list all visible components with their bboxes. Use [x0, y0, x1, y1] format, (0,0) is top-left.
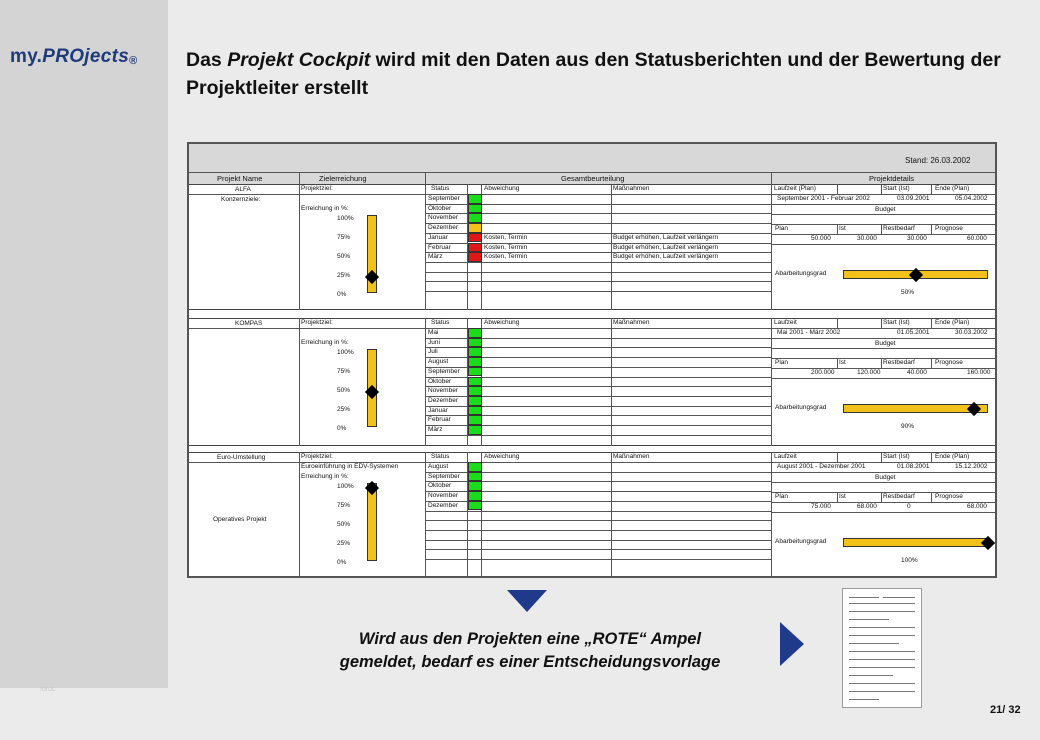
grid-line [931, 492, 932, 502]
abweichung-header: Abweichung [484, 453, 520, 460]
ist-value: 68.000 [857, 503, 877, 510]
erreichung-label: Erreichung in %: [301, 205, 349, 212]
slide-title [186, 46, 1026, 102]
laufzeit-value: Mai 2001 - März 2002 [777, 329, 841, 336]
status-month: Februar [428, 416, 451, 424]
prognose-value: 160.000 [967, 369, 991, 376]
start-value: 03.09.2001 [897, 195, 930, 202]
laufzeit-label: Laufzeit (Plan) [774, 185, 816, 192]
grid-line [425, 511, 771, 512]
scale-label: 75% [337, 368, 351, 375]
restbedarf-label: Restbedarf [883, 493, 915, 500]
status-lamp [468, 396, 482, 406]
form-line [849, 691, 915, 692]
grid-line [299, 318, 300, 446]
status-lamp [468, 425, 482, 435]
status-lamp [468, 328, 482, 338]
form-line [849, 619, 889, 620]
grid-line [881, 184, 882, 194]
status-month: Dezember [428, 501, 458, 509]
ist-label: Ist [839, 359, 846, 366]
grid-line [881, 318, 882, 328]
plan-label: Plan [775, 225, 789, 232]
project-sub-label: Konzernziele: [221, 196, 261, 203]
grid-line [771, 338, 995, 339]
ende-label: Ende (Plan) [935, 453, 970, 460]
grid-line [425, 172, 426, 184]
status-lamp [468, 377, 482, 387]
status-month: Oktober [428, 482, 452, 490]
scale-label: 100% [337, 483, 354, 490]
status-month: Dezember [428, 224, 458, 232]
status-month: Februar [428, 243, 451, 251]
form-line [849, 603, 915, 604]
massnahme-value: Budget erhöhen, Laufzeit verlängern [613, 253, 719, 261]
progress-value: 50% [901, 289, 915, 296]
restbedarf-value: 40.000 [907, 369, 927, 376]
grid-line [771, 472, 995, 473]
start-label: Start (Ist) [883, 185, 910, 192]
status-month: Oktober [428, 377, 452, 385]
note-line2: gemeldet, bedarf es einer Entscheidungsvorlage [339, 653, 721, 671]
plan-value: 50.000 [811, 235, 831, 242]
grid-line [299, 184, 300, 310]
grid-line [425, 520, 771, 521]
grid-line [189, 172, 995, 173]
grid-line [837, 492, 838, 502]
abarbeitungsgrad-label: Abarbeitungsgrad [775, 270, 827, 277]
grid-line [425, 272, 771, 273]
status-month: November [428, 387, 458, 395]
grid-line [771, 452, 772, 578]
status-lamp [468, 462, 482, 472]
grid-line [425, 549, 771, 550]
status-lamp [468, 472, 482, 482]
ist-value: 30.000 [857, 235, 877, 242]
stand-date: Stand: 26.03.2002 [905, 156, 971, 165]
abweichung-value: Kosten, Termin [484, 253, 528, 261]
grid-line [771, 204, 995, 205]
laufzeit-value: September 2001 - Februar 2002 [777, 195, 870, 202]
status-lamp [468, 204, 482, 214]
grid-line [837, 184, 838, 194]
brand-name: PROjects [42, 46, 130, 67]
title-italic: Projekt Cockpit [227, 49, 371, 71]
status-lamp [468, 367, 482, 377]
start-label: Start (Ist) [883, 319, 910, 326]
project-name: Euro-Umstellung [217, 454, 266, 461]
grid-line [837, 452, 838, 462]
laufzeit-label: Laufzeit [774, 319, 797, 326]
progress-value: 100% [901, 557, 918, 564]
ist-value: 120.000 [857, 369, 881, 376]
status-lamp [468, 347, 482, 357]
grid-line [771, 512, 995, 513]
status-lamp [468, 415, 482, 425]
status-lamp [468, 501, 482, 511]
ende-value: 05.04.2002 [955, 195, 988, 202]
restbedarf-label: Restbedarf [883, 225, 915, 232]
grid-line [771, 378, 995, 379]
footer-mark: fdrdc [40, 686, 56, 693]
grid-line [881, 452, 882, 462]
header-projektdetails: Projektdetails [869, 174, 915, 183]
status-month: August [428, 358, 449, 366]
ist-label: Ist [839, 493, 846, 500]
plan-label: Plan [775, 493, 789, 500]
grid-line [299, 172, 300, 184]
project-name: KOMPAS [235, 320, 263, 327]
status-lamp [468, 252, 482, 262]
prognose-value: 60.000 [967, 235, 987, 242]
grid-line [931, 318, 932, 328]
status-month: Januar [428, 406, 448, 414]
plan-value: 200.000 [811, 369, 835, 376]
project-cockpit-table [187, 142, 997, 578]
ende-label: Ende (Plan) [935, 185, 970, 192]
prognose-label: Prognose [935, 225, 963, 232]
restbedarf-value: 30.000 [907, 235, 927, 242]
start-label: Start (Ist) [883, 453, 910, 460]
grid-line [425, 559, 771, 560]
project-sub-label: Operatives Projekt [213, 516, 267, 523]
start-value: 01.05.2001 [897, 329, 930, 336]
budget-label: Budget [875, 474, 896, 481]
scale-label: 50% [337, 253, 351, 260]
grid-line [771, 244, 995, 245]
grid-line [837, 224, 838, 234]
grid-line [771, 368, 995, 369]
status-header: Status [431, 319, 450, 326]
right-arrow-icon [780, 622, 804, 666]
prognose-label: Prognose [935, 359, 963, 366]
scale-label: 50% [337, 521, 351, 528]
massnahme-value: Budget erhöhen, Laufzeit verlängern [613, 233, 719, 241]
erreichung-label: Erreichung in %: [301, 339, 349, 346]
grid-line [771, 214, 995, 215]
abweichung-header: Abweichung [484, 185, 520, 192]
laufzeit-label: Laufzeit [774, 453, 797, 460]
grid-line [771, 172, 772, 184]
ende-value: 30.03.2002 [955, 329, 988, 336]
form-line [849, 667, 915, 668]
grid-line [931, 184, 932, 194]
form-line [849, 659, 915, 660]
progress-bar [843, 538, 988, 547]
title-part2: wird mit den Daten aus den Statusberichten und der Bewertung der Projektleiter erstellt [186, 49, 1001, 99]
progress-value: 90% [901, 423, 915, 430]
status-lamp [468, 233, 482, 243]
status-header: Status [431, 185, 450, 192]
brand-logo [10, 46, 138, 68]
grid-line [931, 358, 932, 368]
restbedarf-value: 0 [907, 503, 911, 510]
status-header: Status [431, 453, 450, 460]
scale-label: 100% [337, 349, 354, 356]
grid-line [881, 492, 882, 502]
status-month: März [428, 253, 443, 261]
scale-label: 75% [337, 502, 351, 509]
abarbeitungsgrad-label: Abarbeitungsgrad [775, 404, 827, 411]
scale-label: 50% [337, 387, 351, 394]
title-part1: Das [186, 49, 228, 71]
abweichung-value: Kosten, Termin [484, 233, 528, 241]
projektziel-label: Projektziel: [301, 453, 333, 460]
status-lamp [468, 481, 482, 491]
status-month: Juli [428, 348, 438, 356]
abweichung-header: Abweichung [484, 319, 520, 326]
grid-line [881, 358, 882, 368]
budget-label: Budget [875, 340, 896, 347]
sidebar-panel [0, 0, 168, 688]
prognose-label: Prognose [935, 493, 963, 500]
massnahmen-header: Maßnahmen [613, 319, 650, 326]
grid-line [425, 281, 771, 282]
status-month: September [428, 195, 460, 202]
restbedarf-label: Restbedarf [883, 359, 915, 366]
abarbeitungsgrad-label: Abarbeitungsgrad [775, 538, 827, 545]
header-projekt-name: Projekt Name [217, 174, 263, 183]
scale-label: 25% [337, 406, 351, 413]
form-line [849, 611, 915, 612]
scale-label: 75% [337, 234, 351, 241]
form-line [849, 651, 915, 652]
grid-line [837, 358, 838, 368]
scale-label: 25% [337, 540, 351, 547]
start-value: 01.08.2001 [897, 463, 930, 470]
form-line [883, 597, 915, 598]
grid-line [771, 184, 772, 310]
brand-prefix: my. [10, 46, 43, 67]
scale-label: 0% [337, 559, 347, 566]
status-lamp [468, 406, 482, 416]
status-month: Oktober [428, 204, 452, 212]
grid-line [837, 318, 838, 328]
scale-label: 0% [337, 425, 347, 432]
status-month: September [428, 472, 460, 480]
status-month: März [428, 426, 443, 433]
plan-value: 75.000 [811, 503, 831, 510]
decision-template-thumbnail [842, 588, 922, 708]
massnahme-value: Budget erhöhen, Laufzeit verlängern [613, 243, 719, 251]
grid-line [425, 262, 771, 263]
status-lamp [468, 338, 482, 348]
prognose-value: 68.000 [967, 503, 987, 510]
form-line [849, 683, 915, 684]
status-lamp [468, 194, 482, 204]
projektziel-label: Projektziel: [301, 319, 333, 326]
ende-label: Ende (Plan) [935, 319, 970, 326]
grid-line [931, 452, 932, 462]
down-arrow-icon [507, 590, 547, 612]
grid-line [425, 291, 771, 292]
grid-line [425, 540, 771, 541]
scale-label: 0% [337, 291, 347, 298]
form-line [849, 635, 915, 636]
projektziel-label: Projektziel: [301, 185, 333, 192]
form-line [849, 675, 893, 676]
projektziel-value: Euroeinführung in EDV-Systemen [301, 463, 399, 470]
note-line1: Wird aus den Projekten eine „ROTE“ Ampel [358, 630, 702, 648]
abweichung-value: Kosten, Termin [484, 243, 528, 251]
form-line [849, 643, 899, 644]
scale-label: 100% [337, 215, 354, 222]
laufzeit-value: August 2001 - Dezember 2001 [777, 463, 866, 470]
grid-line [771, 348, 995, 349]
status-month: September [428, 367, 460, 375]
grid-line [299, 452, 300, 578]
form-line [849, 627, 915, 628]
grid-line [771, 482, 995, 483]
grid-line [881, 224, 882, 234]
ist-label: Ist [839, 225, 846, 232]
ende-value: 15.12.2002 [955, 463, 988, 470]
grid-line [931, 224, 932, 234]
status-month: August [428, 463, 449, 470]
plan-label: Plan [775, 359, 789, 366]
status-month: Juni [428, 338, 440, 346]
status-lamp [468, 243, 482, 253]
status-month: November [428, 214, 458, 222]
page-number: 21/ 32 [990, 704, 1021, 716]
erreichung-label: Erreichung in %: [301, 473, 349, 480]
grid-line [771, 234, 995, 235]
project-name: ALFA [235, 186, 251, 193]
status-lamp [468, 223, 482, 233]
form-line [849, 597, 879, 598]
scale-label: 25% [337, 272, 351, 279]
massnahmen-header: Maßnahmen [613, 185, 650, 192]
form-line [849, 699, 879, 700]
grid-line [771, 502, 995, 503]
massnahmen-header: Maßnahmen [613, 453, 650, 460]
status-month: Mai [428, 329, 439, 336]
grid-line [425, 530, 771, 531]
status-month: Januar [428, 233, 448, 241]
decision-note [300, 628, 760, 674]
status-lamp [468, 213, 482, 223]
header-zielerreichung: Zielerreichung [319, 174, 367, 183]
status-lamp [468, 491, 482, 501]
status-lamp [468, 386, 482, 396]
status-lamp [468, 357, 482, 367]
grid-line [425, 435, 771, 436]
status-month: November [428, 492, 458, 500]
status-month: Dezember [428, 396, 458, 404]
header-gesamtbeurteilung: Gesamtbeurteilung [561, 174, 625, 183]
budget-label: Budget [875, 206, 896, 213]
brand-reg: ® [129, 55, 138, 67]
